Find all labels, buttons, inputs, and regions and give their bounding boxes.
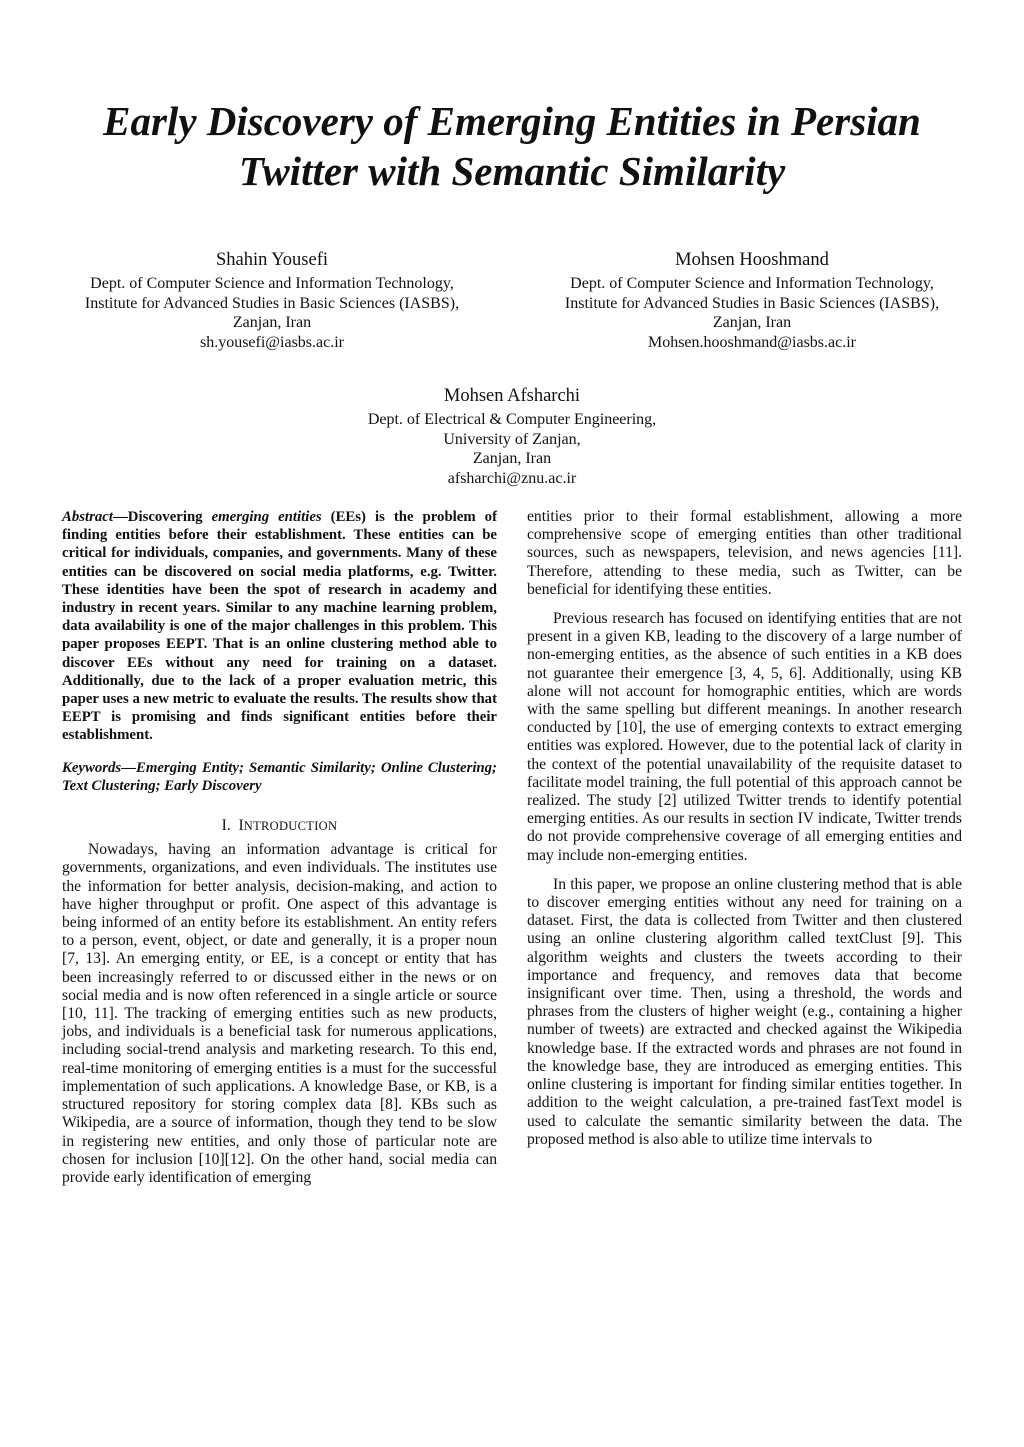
abstract [62,508,497,745]
author-block-yousefi [32,249,512,352]
author-block-afsharchi [272,385,752,488]
intro-paragraph-continued: entities prior to their formal establishment, allowing a more comprehensive scope of emerging entities than other traditional sources, such as newspapers, television, and news agencies [11]. Therefore, attending to these media, such as Twitter, can be beneficial for identifying these entities. [527,508,962,598]
author-block-hooshmand [512,249,992,352]
author-email: afsharchi@znu.ac.ir [447,469,577,487]
author-location: Zanjan, Iran [472,450,552,468]
author-name: Mohsen Hooshmand [675,250,829,270]
section-number: I. [221,817,231,835]
section-title-initial: I [238,817,244,835]
abstract-term: emerging entities [211,509,322,525]
author-location: Zanjan, Iran [712,314,792,332]
left-column [62,508,497,1187]
paper-title [60,96,964,196]
author-name: Mohsen Afsharchi [443,386,581,406]
related-work-paragraph: Previous research has focused on identifying entities that are not present in a given KB, leading to the discovery of a large number of non-emerging entities, as the absence of such entities in a KB does not guarantee their emergence [3, 4, 5, 6]. Additionally, using KB alone will not account for homographic entities, which are words with the same spelling but different meanings. In another research conducted by [10], the use of emerging contexts to extract emerging entities was explored. However, due to the potential lack of clarity in the context of the potential unavailability of the requisite dataset to facilitate model training, the full potential of this approach cannot be realized. The study [2] utilized Twitter trends to identify potential emerging entities. As our results in section IV indicate, Twitter trends do not provide comprehensive coverage of all emerging entities and may include non-emerging entities. [527,610,962,864]
abstract-dash: —Discovering [112,509,212,525]
author-name: Shahin Yousefi [215,250,329,270]
author-email: Mohsen.hooshmand@iasbs.ac.ir [647,333,857,351]
author-affiliation-institute: Institute for Advanced Studies in Basic Sciences (IASBS), [84,294,460,312]
author-affiliation-institute: University of Zanjan, [443,430,581,448]
author-location: Zanjan, Iran [232,314,312,332]
title-line-2: Twitter with Semantic Similarity [238,148,786,194]
abstract-label: Abstract [62,509,113,525]
abstract-text: (EEs) is the problem of finding entities before their establishment. These entities can be critical for individuals, companies, and governments. Many of these entities can be discovered on social media platforms, e.g. Twitter. These identities have been the spot of research in academy and industry in recent years. Similar to any machine learning problem, data availability is one of the major challenges in this problem. This paper proposes EEPT. That is an online clustering method able to discover EEs without any need for training on a dataset. Additionally, due to the lack of a proper evaluation metric, this paper uses a new metric to evaluate the results. The results show that EEPT is promising and finds significant entities before their establishment. [62,509,497,744]
proposed-method-paragraph: In this paper, we propose an online clustering method that is able to discover emerging entities without any need for training on a dataset. First, the data is collected from Twitter and then clustered using an online clustering algorithm called textClust [9]. This algorithm weights and clusters the tweets according to their importance and frequency, and removes data that become insignificant over time. Then, using a threshold, the words and phrases from the clusters of higher weight (e.g., containing a higher number of tweets) are extracted and checked against the Wikipedia knowledge base. If the extracted words and phrases are not found in the knowledge base, they are introduced as emerging entities. This online clustering is important for finding similar entities together. In addition to the weight calculation, a pre-trained fastText model is used to calculate the semantic similarity between the data. The proposed method is also able to utilize time intervals to [527,875,962,1148]
intro-paragraph: Nowadays, having an information advantage is critical for governments, organizations, and even individuals. The institutes use the information for better analysis, decision-making, and action to have higher throughput or profit. One aspect of this advantage is being informed of an entity before its establishment. An entity refers to a person, event, object, or date and generally, it is a proper noun [7, 13]. An emerging entity, or EE, is a concept or entity that has been increasingly referred to or discussed either in the news or on social media and is now often referenced in a single article or source [10, 11]. The tracking of emerging entities such as new products, jobs, and individuals is a beneficial task for numerous applications, including social-trend analysis and marketing research. To this end, real-time monitoring of emerging entities is a must for the successful implementation of such applications. A knowledge Base, or KB, is a structured repository for storing complex data [8]. KBs such as Wikipedia, are a source of information, though they tend to be slow in registering new entities, and only those of particular note are chosen for inclusion [10][12]. On the other hand, social media can provide early identification of emerging [62,841,497,1186]
right-column [527,508,962,1149]
author-affiliation-dept: Dept. of Computer Science and Information Technology, [90,275,454,292]
author-affiliation-institute: Institute for Advanced Studies in Basic Sciences (IASBS), [564,294,940,312]
author-affiliation-dept: Dept. of Computer Science and Information Technology, [570,275,934,292]
section-title-rest: NTRODUCTION [243,819,338,834]
section-heading-introduction [62,817,497,835]
title-line-1: Early Discovery of Emerging Entities in Persian [103,98,921,144]
author-email: sh.yousefi@iasbs.ac.ir [199,333,345,351]
author-affiliation-dept: Dept. of Electrical & Computer Engineering, [367,411,657,428]
keywords: Keywords—Emerging Entity; Semantic Similarity; Online Clustering; Text Clustering; Early Discovery [62,759,497,794]
